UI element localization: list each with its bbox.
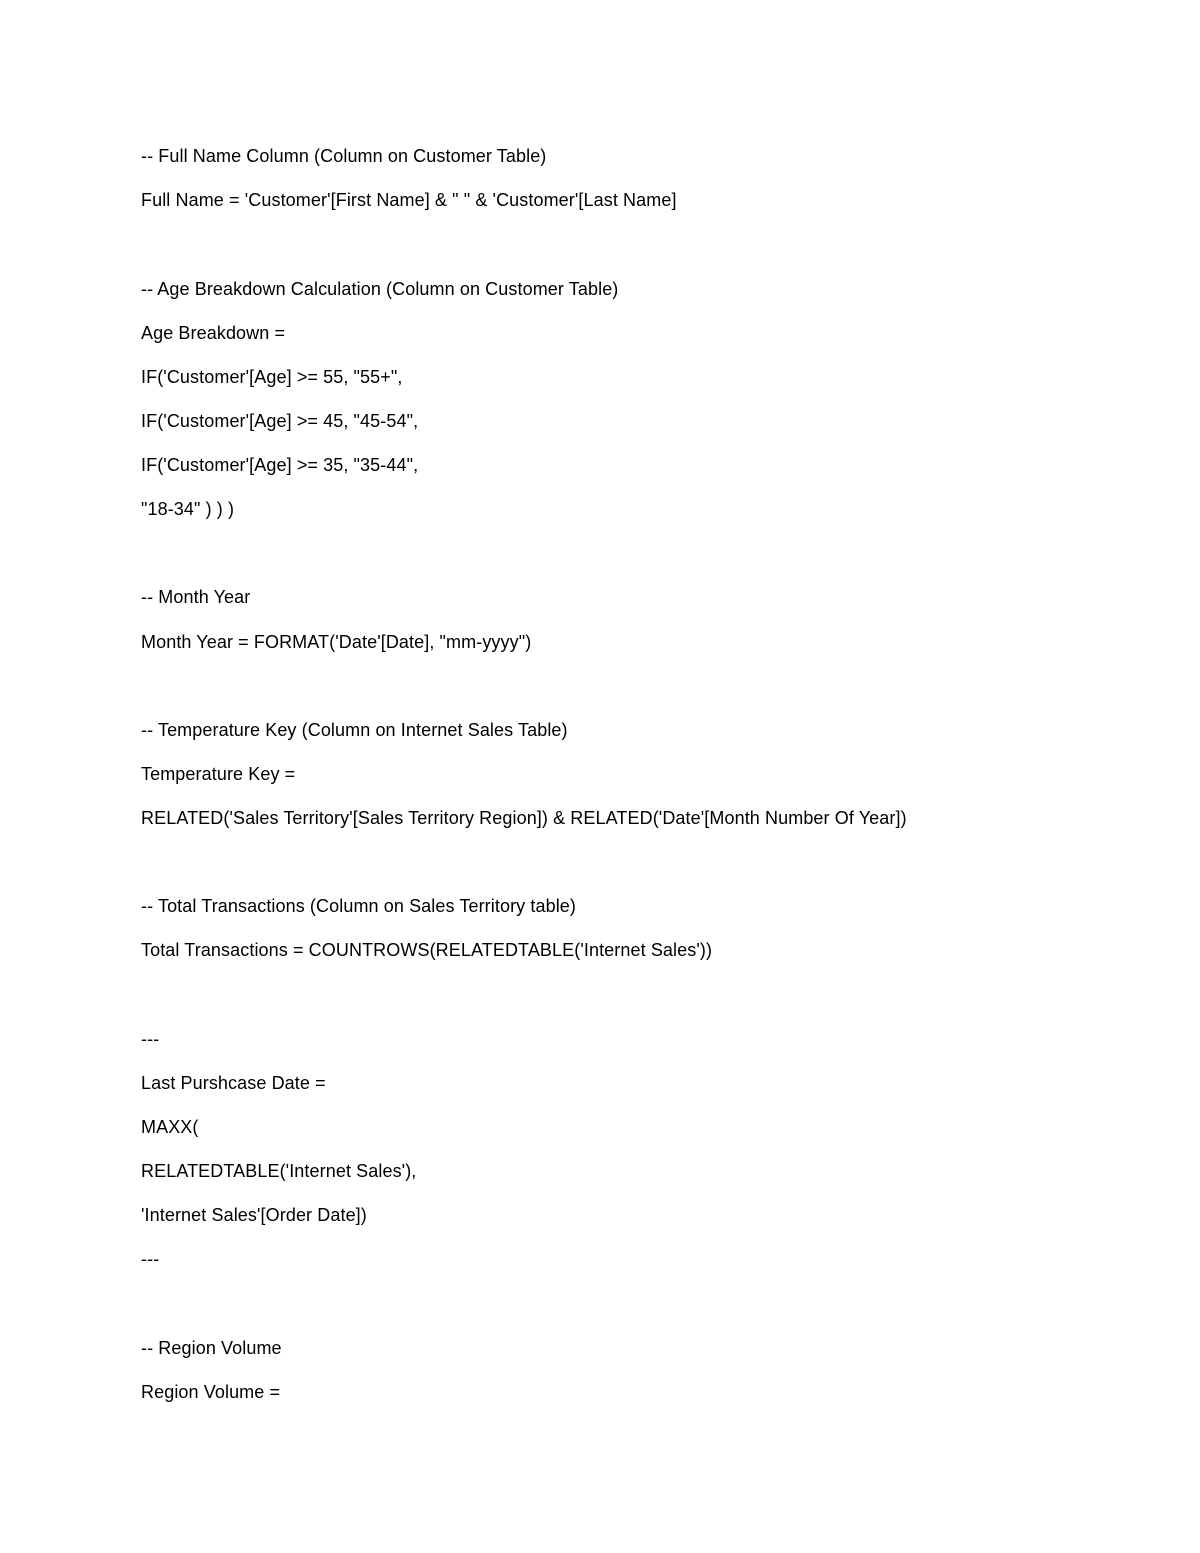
formula-last-purchase-header: Last Purshcase Date =: [141, 1073, 326, 1093]
comment-region-volume: -- Region Volume: [141, 1338, 282, 1358]
comment-month-year: -- Month Year: [141, 587, 251, 607]
formula-full-name: Full Name = 'Customer'[First Name] & " " & 'Customer'[Last Name]: [141, 190, 677, 210]
formula-region-volume: Region Volume =: [141, 1382, 281, 1402]
comment-age-breakdown: -- Age Breakdown Calculation (Column on Customer Table): [141, 279, 619, 299]
formula-age-breakdown-header: Age Breakdown =: [141, 323, 286, 343]
formula-last-purchase-line: MAXX(: [141, 1117, 199, 1137]
formula-last-purchase-line: 'Internet Sales'[Order Date]): [141, 1205, 367, 1225]
formula-total-transactions: Total Transactions = COUNTROWS(RELATEDTABLE('Internet Sales')): [141, 940, 713, 960]
formula-age-breakdown-line: IF('Customer'[Age] >= 55, "55+",: [141, 367, 403, 387]
formula-month-year: Month Year = FORMAT('Date'[Date], "mm-yyyy"): [141, 632, 532, 652]
formula-last-purchase-line: RELATEDTABLE('Internet Sales'),: [141, 1161, 417, 1181]
comment-full-name: -- Full Name Column (Column on Customer Table): [141, 146, 547, 166]
formula-age-breakdown-line: "18-34" ) ) ): [141, 499, 235, 519]
separator: ---: [141, 1249, 160, 1269]
comment-temperature-key: -- Temperature Key (Column on Internet Sales Table): [141, 720, 568, 740]
separator: ---: [141, 1029, 160, 1049]
formula-temperature-key: RELATED('Sales Territory'[Sales Territory Region]) & RELATED('Date'[Month Number Of Year]): [141, 808, 907, 828]
comment-total-transactions: -- Total Transactions (Column on Sales Territory table): [141, 896, 577, 916]
formula-temperature-key-header: Temperature Key =: [141, 764, 296, 784]
formula-age-breakdown-line: IF('Customer'[Age] >= 35, "35-44",: [141, 455, 419, 475]
formula-age-breakdown-line: IF('Customer'[Age] >= 45, "45-54",: [141, 411, 419, 431]
